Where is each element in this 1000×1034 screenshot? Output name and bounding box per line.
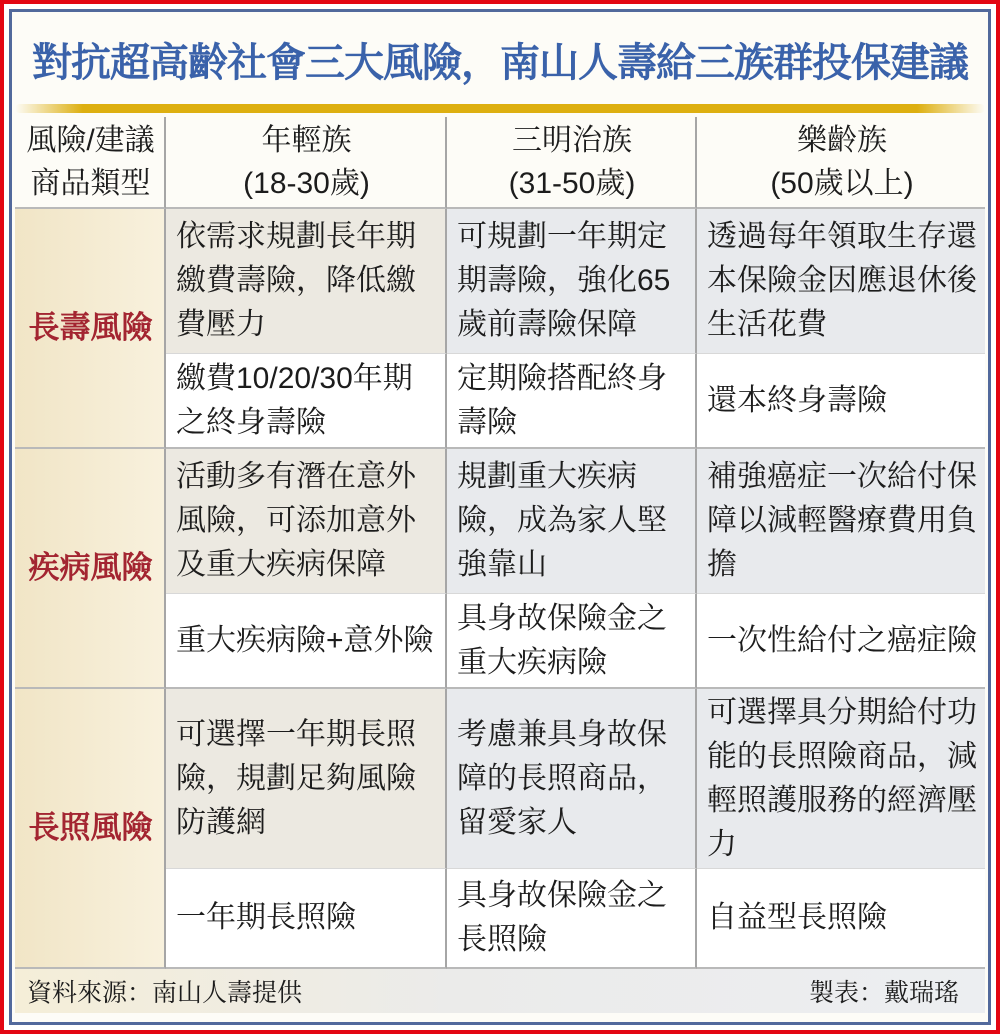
product-illness-sandwich: 具身故保險金之重大疾病險 (447, 594, 697, 689)
table-footer (15, 969, 985, 1013)
category-longevity-risk: 長壽風險 (15, 209, 166, 449)
header-line: (18-30歲) (243, 167, 370, 200)
product-longevity-sandwich: 定期險搭配終身壽險 (447, 354, 697, 449)
category-illness-risk: 疾病風險 (15, 449, 166, 689)
advice-longevity-sandwich: 可規劃一年期定期壽險，強化65歲前壽險保障 (447, 209, 697, 354)
category-longterm-care-risk: 長照風險 (15, 689, 166, 969)
header-line: 樂齡族 (796, 124, 887, 157)
header-line: 三明治族 (512, 124, 632, 157)
advice-illness-sandwich: 規劃重大疾病險，成為家人堅強靠山 (447, 449, 697, 594)
inner-panel (9, 9, 991, 1025)
product-ltc-sandwich: 具身故保險金之長照險 (447, 869, 697, 969)
footer-credit: 製表：戴瑞瑤 (808, 979, 959, 1007)
header-risk-type (15, 117, 166, 209)
product-ltc-senior: 自益型長照險 (697, 869, 985, 969)
advice-ltc-senior: 可選擇具分期給付功能的長照險商品，減輕照護服務的經濟壓力 (697, 689, 985, 869)
advice-ltc-sandwich: 考慮兼具身故保障的長照商品，留愛家人 (447, 689, 697, 869)
insurance-table (15, 117, 985, 969)
header-senior-group (697, 117, 985, 209)
advice-ltc-young: 可選擇一年期長照險，規劃足夠風險防護網 (166, 689, 447, 869)
gold-divider (15, 104, 985, 113)
header-sandwich-group (447, 117, 697, 209)
header-young-group (166, 117, 447, 209)
header-line: 商品類型 (30, 167, 151, 200)
header-line: (50歲以上) (770, 167, 914, 200)
product-ltc-young: 一年期長照險 (166, 869, 447, 969)
footer-source: 資料來源：南山人壽提供 (27, 979, 303, 1007)
advice-longevity-young: 依需求規劃長年期繳費壽險，降低繳費壓力 (166, 209, 447, 354)
header-line: 風險/建議 (26, 124, 155, 157)
advice-longevity-senior: 透過每年領取生存還本保險金因應退休後生活花費 (697, 209, 985, 354)
advice-illness-young: 活動多有潛在意外風險，可添加意外及重大疾病保障 (166, 449, 447, 594)
product-longevity-senior: 還本終身壽險 (697, 354, 985, 449)
header-line: (31-50歲) (508, 167, 636, 200)
page-title: 對抗超高齡社會三大風險，南山人壽給三族群投保建議 (32, 40, 968, 85)
product-longevity-young: 繳費10/20/30年期之終身壽險 (166, 354, 447, 449)
product-illness-senior: 一次性給付之癌症險 (697, 594, 985, 689)
advice-illness-senior: 補強癌症一次給付保障以減輕醫療費用負擔 (697, 449, 985, 594)
product-illness-young: 重大疾病險+意外險 (166, 594, 447, 689)
header-line: 年輕族 (261, 124, 352, 157)
